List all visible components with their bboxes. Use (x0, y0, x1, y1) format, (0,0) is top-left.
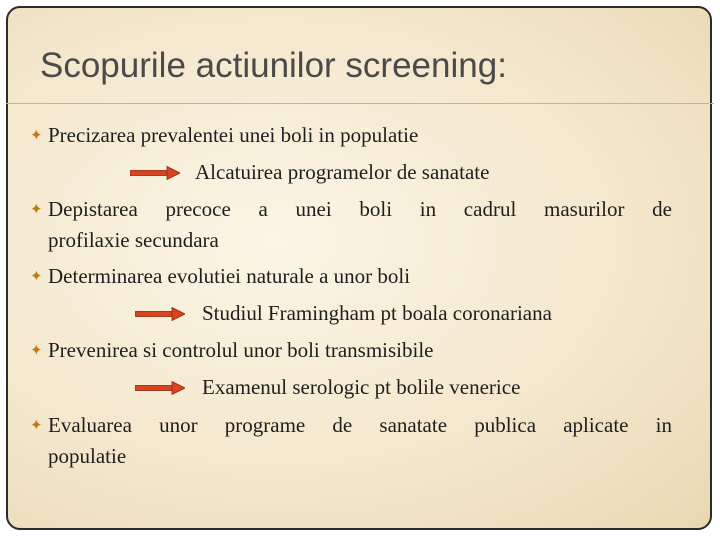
bullet-item (30, 262, 672, 291)
bullet-continuation: profilaxie secundara (48, 228, 219, 252)
right-arrow-icon (130, 166, 180, 180)
result-text: Studiul Framingham pt boala coronariana (202, 301, 552, 325)
diamond-bullet-icon: ✦ (30, 418, 43, 434)
bullet-text: Depistarea precoce a unei boli in cadrul masurilor de (48, 197, 672, 221)
slide-title: Scopurile actiunilor screening: (40, 46, 507, 85)
right-arrow-icon (135, 381, 185, 395)
bullet-item (30, 411, 672, 440)
bullet-text: Precizarea prevalentei unei boli in populatie (48, 123, 419, 147)
diamond-bullet-icon: ✦ (30, 128, 43, 144)
bullet-text: Determinarea evolutiei naturale a unor boli (48, 264, 411, 288)
bullet-text: Evaluarea unor programe de sanatate publica aplicate in (48, 413, 672, 437)
diamond-bullet-icon: ✦ (30, 269, 43, 285)
result-text: Examenul serologic pt bolile venerice (202, 375, 521, 399)
bullet-item (30, 195, 672, 224)
bullet-text: Prevenirea si controlul unor boli transmisibile (48, 338, 434, 362)
bullet-item (30, 336, 672, 365)
diamond-bullet-icon: ✦ (30, 202, 43, 218)
right-arrow-icon (135, 307, 185, 321)
diamond-bullet-icon: ✦ (30, 343, 43, 359)
title-divider (6, 103, 714, 104)
bullet-item (30, 121, 672, 150)
result-text: Alcatuirea programelor de sanatate (195, 160, 490, 184)
bullet-continuation: populatie (48, 444, 127, 468)
